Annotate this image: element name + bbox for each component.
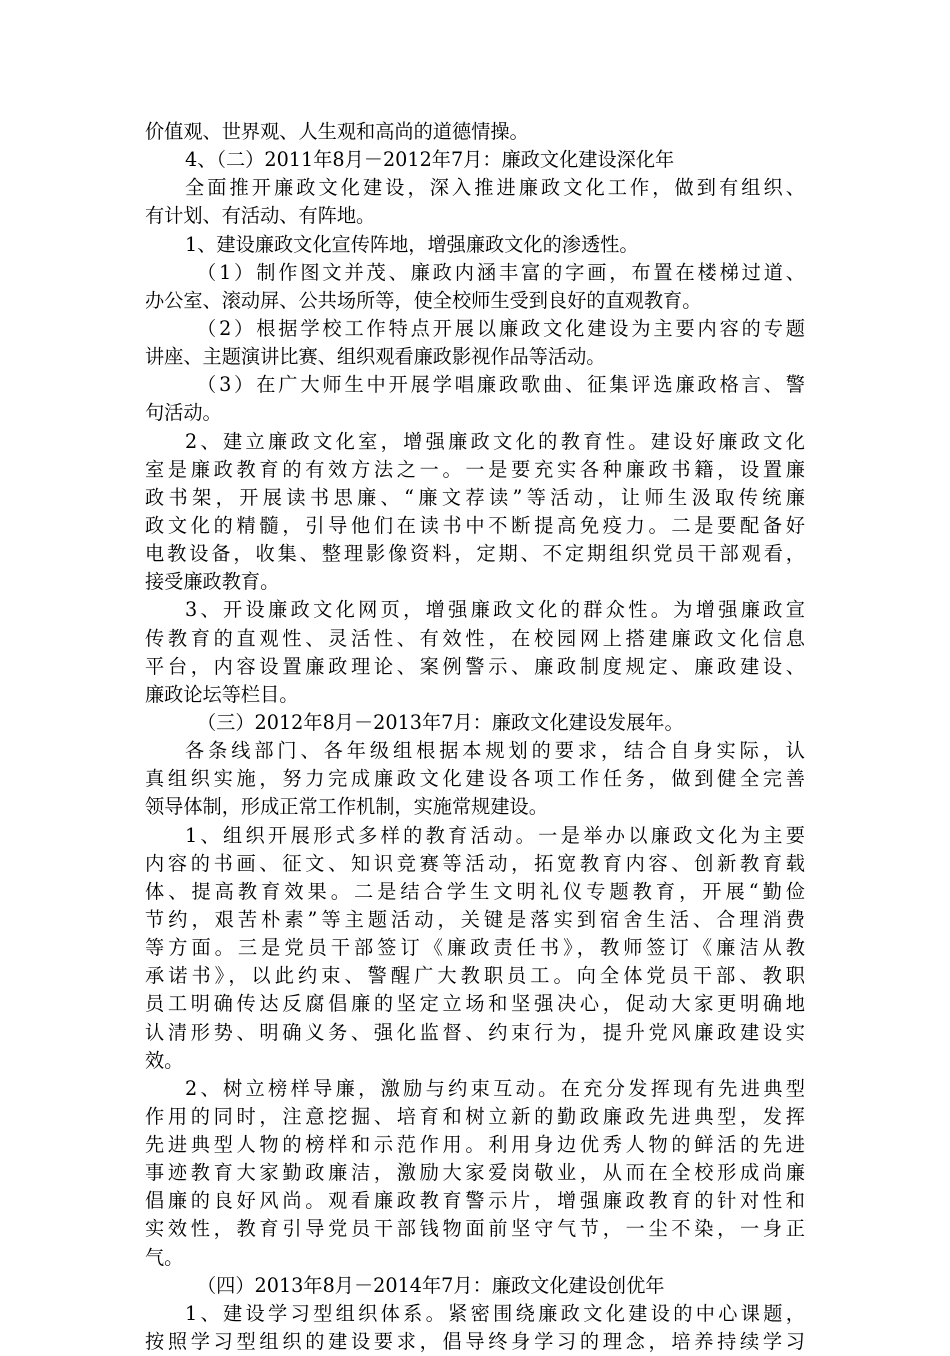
text-line: （三）2012年8月－2013年7月：廉政文化建设发展年。 bbox=[197, 710, 684, 734]
text-line: 事迹教育大家勤政廉洁，激励大家爱岗敬业，从而在全校形成尚廉 bbox=[145, 1161, 805, 1185]
text-line: 1、建设廉政文化宣传阵地，增强廉政文化的渗透性。 bbox=[185, 232, 639, 256]
text-line: 领导体制，形成正常工作机制，实施常规建设。 bbox=[145, 795, 548, 819]
text-line: 3、开设廉政文化网页，增强廉政文化的群众性。为增强廉政宣 bbox=[185, 598, 805, 622]
text-line: 员工明确传达反腐倡廉的坚定立场和坚强决心，促动大家更明确地 bbox=[145, 992, 805, 1016]
text-line: 2、建立廉政文化室，增强廉政文化的教育性。建设好廉政文化 bbox=[185, 429, 805, 453]
text-line: 接受廉政教育。 bbox=[145, 570, 280, 594]
text-line: （1）制作图文并茂、廉政内涵丰富的字画，布置在楼梯过道、 bbox=[197, 260, 805, 284]
text-line: 真组织实施，努力完成廉政文化建设各项工作任务，做到健全完善 bbox=[145, 767, 805, 791]
text-line: 平台，内容设置廉政理论、案例警示、廉政制度规定、廉政建设、 bbox=[145, 654, 805, 678]
text-line: 作用的同时，注意挖掘、培育和树立新的勤政廉政先进典型，发挥 bbox=[145, 1104, 805, 1128]
text-line: 节约，艰苦朴素”等主题活动，关键是落实到宿舍生活、合理消费 bbox=[145, 907, 805, 931]
text-line: 1、建设学习型组织体系。紧密围绕廉政文化建设的中心课题， bbox=[185, 1301, 805, 1325]
text-line: 全面推开廉政文化建设，深入推进廉政文化工作，做到有组织、 bbox=[185, 176, 805, 200]
text-line: 室是廉政教育的有效方法之一。一是要充实各种廉政书籍，设置廉 bbox=[145, 457, 805, 481]
text-line: 体、提高教育效果。二是结合学生文明礼仪专题教育，开展“勤俭 bbox=[145, 879, 805, 903]
text-line: 政文化的精髓，引导他们在读书中不断提高免疫力。二是要配备好 bbox=[145, 513, 805, 537]
text-line: （3）在广大师生中开展学唱廉政歌曲、征集评选廉政格言、警 bbox=[197, 373, 805, 397]
text-line: 等方面。三是党员干部签订《廉政责任书》，教师签订《廉洁从教 bbox=[145, 936, 805, 960]
text-line: 效。 bbox=[145, 1048, 184, 1072]
text-line: 倡廉的良好风尚。观看廉政教育警示片，增强廉政教育的针对性和 bbox=[145, 1189, 805, 1213]
text-line: 办公室、滚动屏、公共场所等，使全校师生受到良好的直观教育。 bbox=[145, 288, 702, 312]
text-line: 电教设备，收集、整理影像资料，定期、不定期组织党员干部观看， bbox=[145, 542, 805, 566]
text-line: 1、组织开展形式多样的教育活动。一是举办以廉政文化为主要 bbox=[185, 823, 805, 847]
text-line: 价值观、世界观、人生观和高尚的道德情操。 bbox=[145, 120, 529, 143]
document-body bbox=[145, 118, 805, 1356]
text-line: 实效性，教育引导党员干部钱物面前坚守气节，一尘不染，一身正 bbox=[145, 1217, 805, 1241]
text-line: 有计划、有活动、有阵地。 bbox=[145, 204, 376, 228]
text-line: （四）2013年8月－2014年7月：廉政文化建设创优年 bbox=[197, 1273, 665, 1297]
text-line: 政书架，开展读书思廉、“廉文荐读”等活动，让师生汲取传统廉 bbox=[145, 485, 805, 509]
text-line: 句活动。 bbox=[145, 401, 222, 425]
text-line: 承诺书》，以此约束、警醒广大教职员工。向全体党员干部、教职 bbox=[145, 964, 805, 988]
text-line: 认清形势、明确义务、强化监督、约束行为，提升党风廉政建设实 bbox=[145, 1020, 805, 1044]
text-line: 按照学习型组织的建设要求，倡导终身学习的理念，培养持续学习 bbox=[145, 1330, 805, 1354]
text-line: 各条线部门、各年级组根据本规划的要求，结合自身实际，认 bbox=[185, 739, 805, 763]
text-line: 讲座、主题演讲比赛、组织观看廉政影视作品等活动。 bbox=[145, 345, 606, 369]
text-line: 气。 bbox=[145, 1245, 184, 1269]
text-line: 传教育的直观性、灵活性、有效性，在校园网上搭建廉政文化信息 bbox=[145, 626, 805, 650]
text-line: 先进典型人物的榜样和示范作用。利用身边优秀人物的鲜活的先进 bbox=[145, 1133, 805, 1157]
text-line: 4、（二）2011年8月－2012年7月：廉政文化建设深化年 bbox=[185, 148, 675, 172]
text-line: 廉政论坛等栏目。 bbox=[145, 682, 299, 706]
text-line: 2、树立榜样导廉，激励与约束互动。在充分发挥现有先进典型 bbox=[185, 1076, 805, 1100]
text-line: （2）根据学校工作特点开展以廉政文化建设为主要内容的专题 bbox=[197, 316, 805, 340]
text-line: 内容的书画、征文、知识竞赛等活动，拓宽教育内容、创新教育载 bbox=[145, 851, 805, 875]
